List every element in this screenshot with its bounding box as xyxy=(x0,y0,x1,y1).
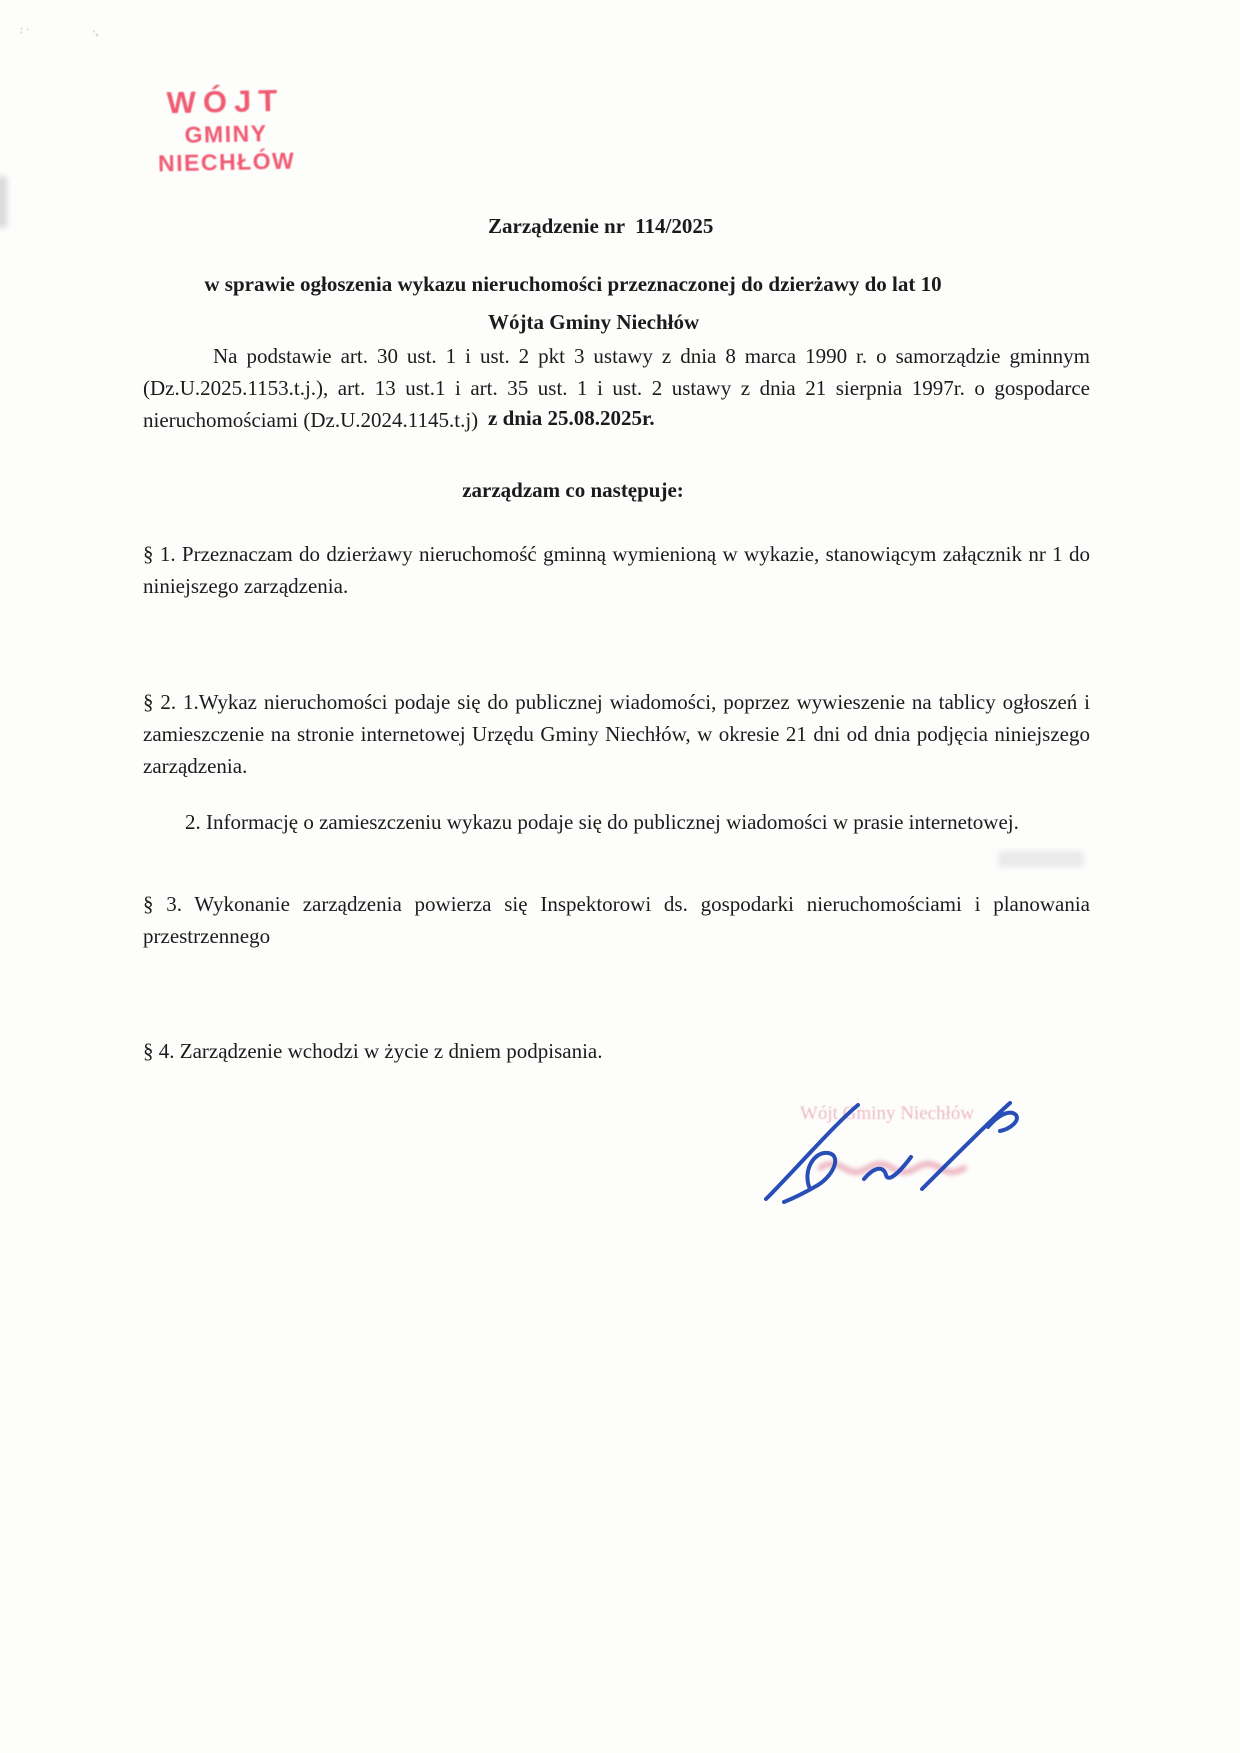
subject-line: w sprawie ogłoszenia wykazu nieruchomości przeznaczonej do dzierżawy do lat 10 xyxy=(204,272,942,296)
office-stamp-title: WÓJT xyxy=(166,82,285,121)
scan-artifact xyxy=(998,851,1084,867)
scan-speck: ·, xyxy=(92,26,99,38)
ordinance-number: Zarządzenie nr 114/2025 xyxy=(488,214,714,238)
scan-artifact xyxy=(0,176,7,228)
ordinance-date: z dnia 25.08.2025r. xyxy=(488,406,655,430)
scan-speck: : · xyxy=(20,24,30,36)
section-1: § 1. Przeznaczam do dzierżawy nieruchomość gminną wymienioną w wykazie, stanowiącym załącznik nr 1 do niniejszego zarządzenia. xyxy=(143,542,1090,598)
handwritten-signature-icon xyxy=(752,1093,1032,1211)
section-2-point-2: 2. Informację o zamieszczeniu wykazu podaje się do publicznej wiadomości w prasie internetowej. xyxy=(185,810,1019,834)
office-stamp xyxy=(115,84,337,179)
signature-name-stamp: Wójt Gminy Niechłów xyxy=(799,1103,975,1124)
ordain-heading: zarządzam co następuje: xyxy=(462,478,684,502)
signature-block xyxy=(700,1085,1060,1225)
office-stamp-subtitle: GMINY NIECHŁÓW xyxy=(157,120,296,177)
section-2-point-1: § 2. 1.Wykaz nieruchomości podaje się do publicznej wiadomości, poprzez wywieszenie na tablicy ogłoszeń i zamieszczenie na stronie internetowej Urzędu Gminy Niechłów, w okresie 21 dni od dnia podjęcia niniejszego zarządzenia. xyxy=(143,690,1090,778)
title-block xyxy=(488,146,713,498)
legal-basis-paragraph: Na podstawie art. 30 ust. 1 i ust. 2 pkt 3 ustawy z dnia 8 marca 1990 r. o samorządzie gminnym (Dz.U.2025.1153.t.j.), art. 13 ust.1 i art. 35 ust. 1 i ust. 2 ustawy z dnia 21 sierpnia 1997r. o gospodarce nieruchomościami (Dz.U.2024.1145.t.j) xyxy=(143,344,1090,432)
ordinance-issuer: Wójta Gminy Niechłów xyxy=(488,310,700,334)
section-3: § 3. Wykonanie zarządzenia powierza się Inspektorowi ds. gospodarki nieruchomościami i planowania przestrzennego xyxy=(143,892,1090,948)
section-4: § 4. Zarządzenie wchodzi w życie z dniem podpisania. xyxy=(143,1039,603,1063)
